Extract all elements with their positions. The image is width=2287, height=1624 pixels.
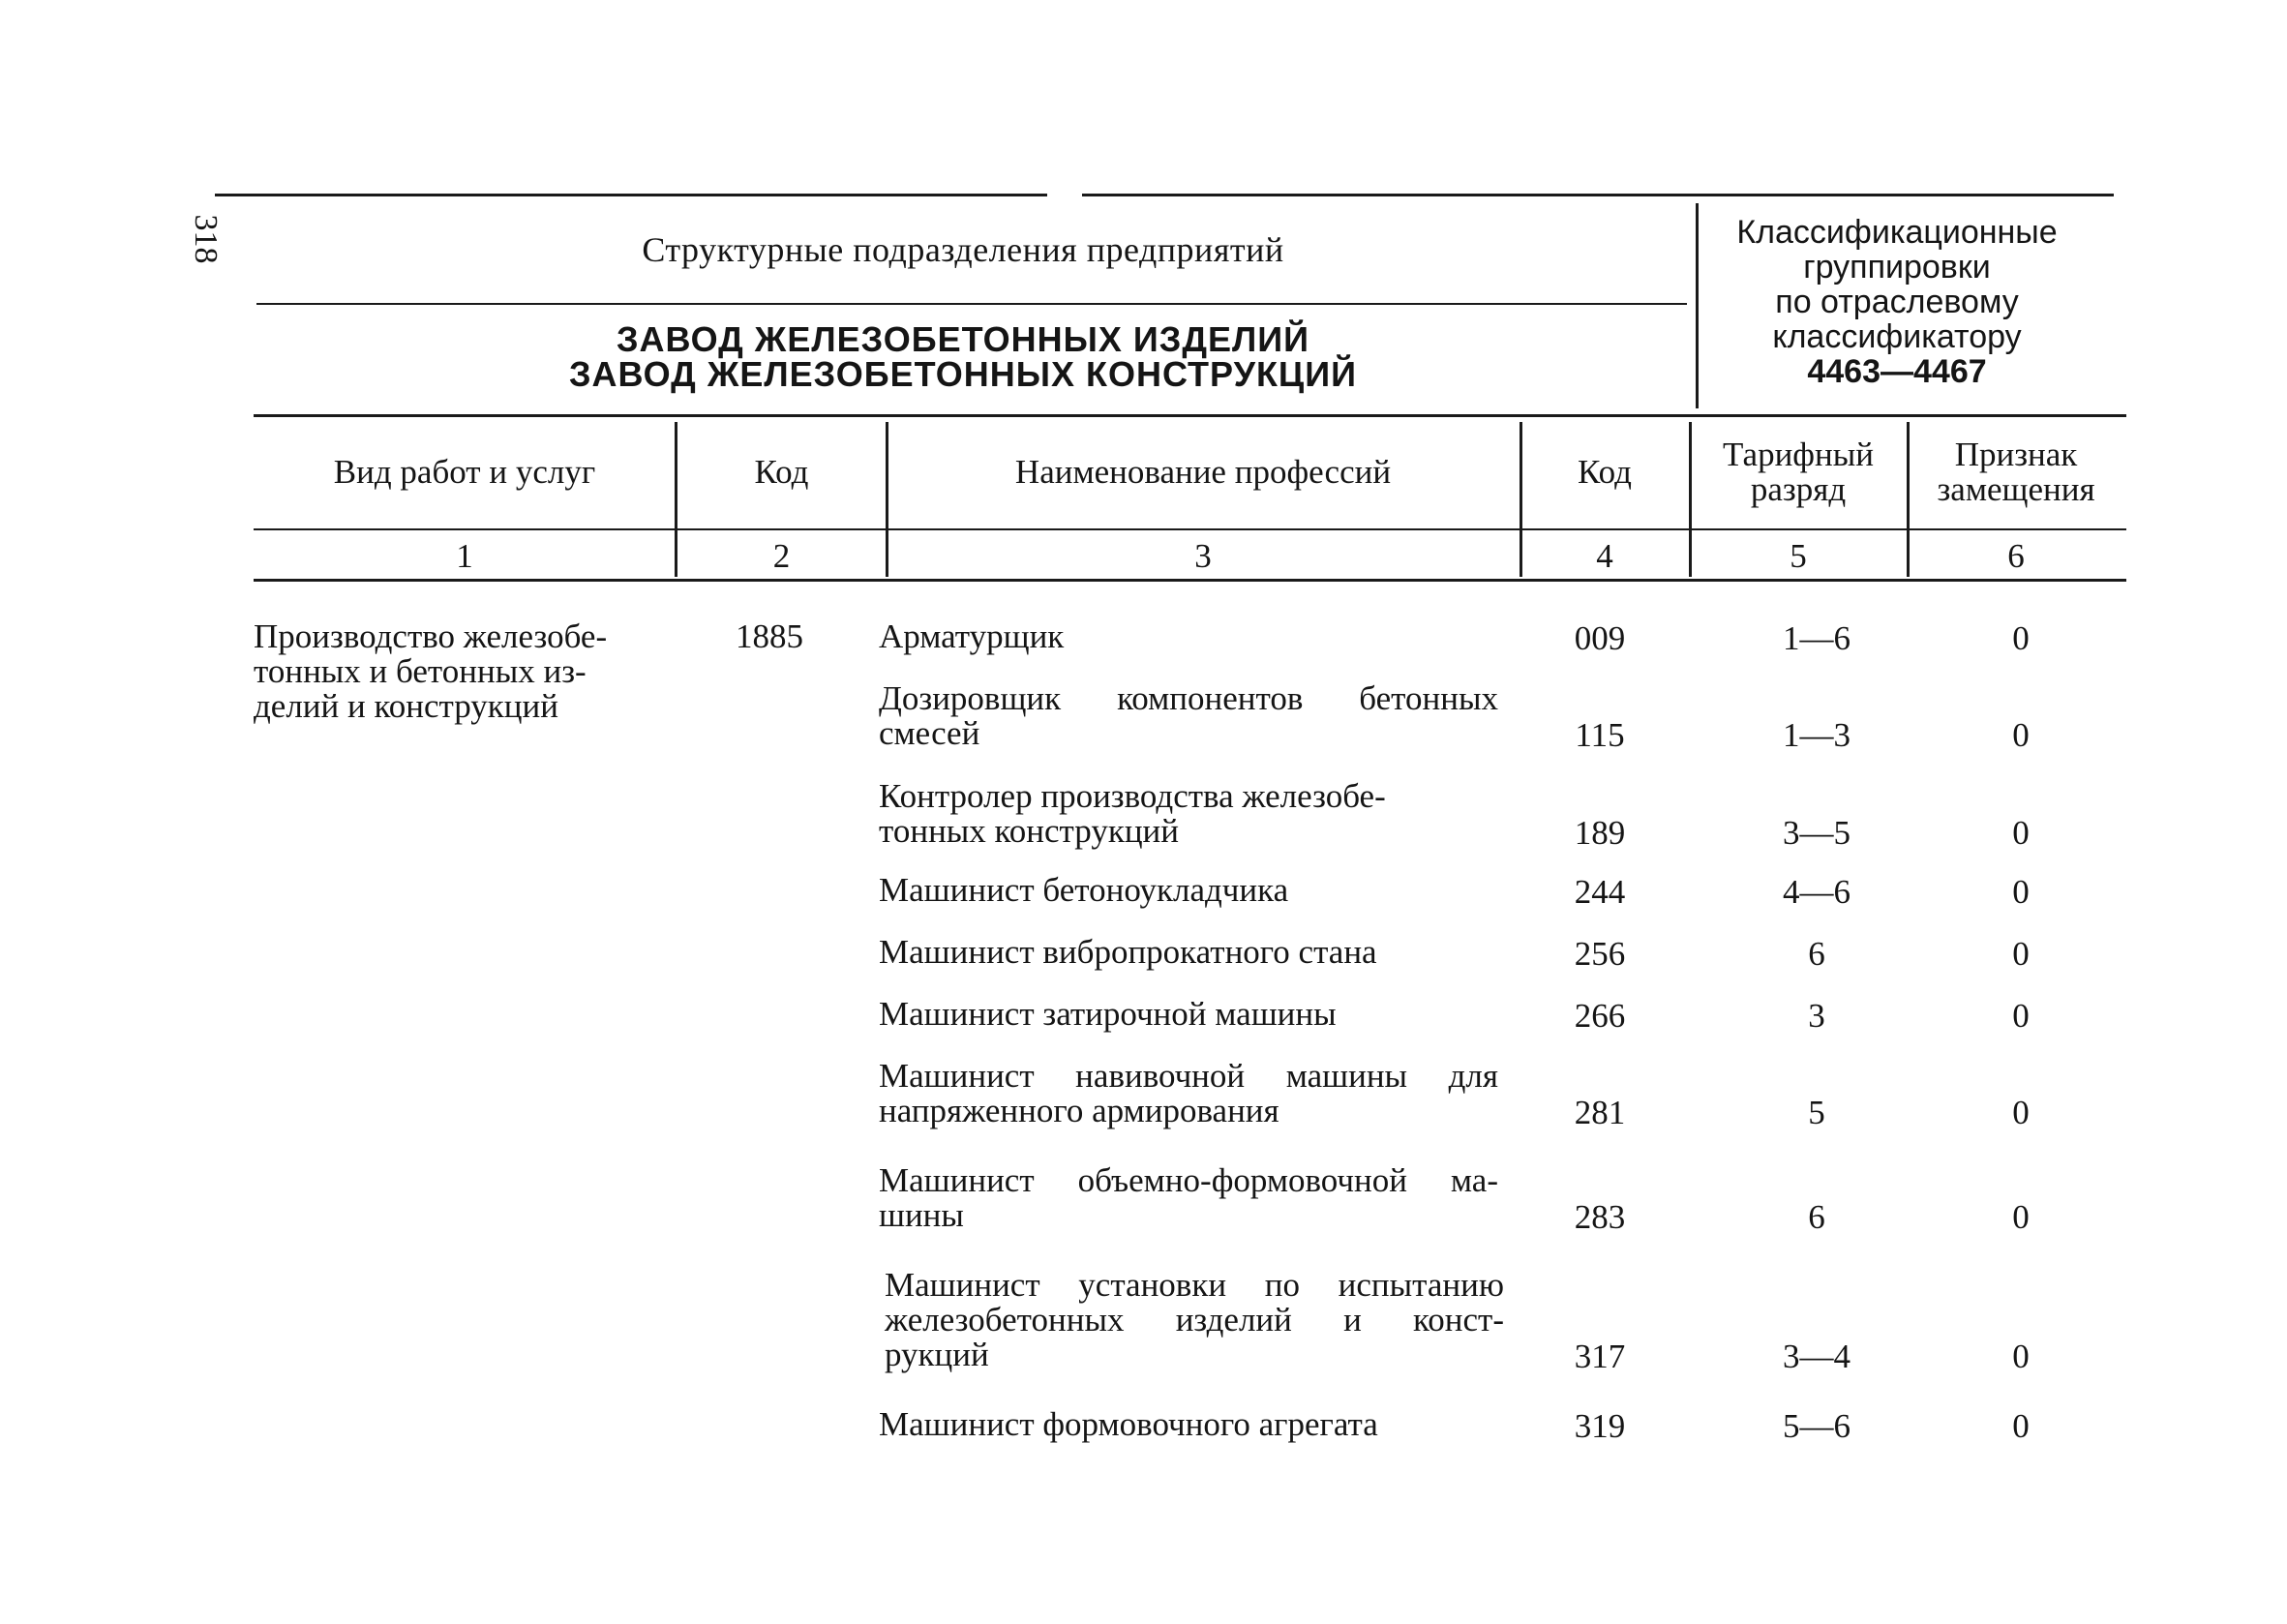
col-number-3: 3 — [1194, 537, 1212, 575]
work-type-line-2: тонных и бетонных из- — [254, 652, 587, 690]
classification-block — [1689, 215, 2105, 389]
profession-line: Арматурщик — [879, 617, 1065, 655]
profession-name — [879, 1163, 1498, 1233]
profession-name — [879, 1059, 1498, 1128]
table-body-top-rule — [254, 579, 2126, 582]
classification-line-5: 4463—4467 — [1807, 353, 1987, 390]
tariff-rank: 1—3 — [1783, 716, 1851, 754]
sign-line-1: Признак — [1954, 436, 2078, 473]
tariff-rank: 4—6 — [1783, 873, 1851, 911]
classification-line-4: классификатору — [1772, 318, 2022, 355]
col-number-2: 2 — [772, 537, 791, 575]
profession-line: Контролер производства железобе- — [879, 777, 1386, 815]
profession-code: 283 — [1574, 1198, 1626, 1236]
substitution-sign: 0 — [2012, 1198, 2030, 1236]
profession-name — [879, 1407, 1498, 1442]
profession-line: тонных конструкций — [879, 812, 1180, 850]
profession-name — [879, 779, 1498, 849]
col-number-4: 4 — [1596, 537, 1613, 575]
substitution-sign: 0 — [2012, 619, 2030, 657]
profession-name — [885, 1268, 1504, 1372]
substitution-sign: 0 — [2012, 1407, 2030, 1445]
sign-line-2: замещения — [1937, 470, 2095, 508]
tariff-rank: 1—6 — [1783, 619, 1851, 657]
col-header-prof-code: Код — [1578, 453, 1632, 491]
profession-name — [879, 681, 1498, 751]
tariff-rank: 6 — [1808, 935, 1825, 973]
col-header-sign — [1910, 437, 2122, 507]
tariff-rank: 3—5 — [1783, 814, 1851, 852]
profession-code: 189 — [1574, 814, 1626, 852]
col-number-6: 6 — [2007, 537, 2025, 575]
profession-code: 317 — [1574, 1338, 1626, 1375]
profession-line: Дозировщик компонентов бетонных — [879, 679, 1498, 717]
work-type-line-1: Производство железобе- — [254, 617, 608, 655]
profession-line: смесей — [879, 714, 980, 752]
profession-line: Машинист объемно-формовочной ма- — [879, 1161, 1498, 1199]
profession-code: 115 — [1575, 716, 1625, 754]
col-header-code: Код — [754, 453, 809, 491]
substitution-sign: 0 — [2012, 1094, 2030, 1131]
subdivisions-label: Структурные подразделения предприятий — [642, 230, 1284, 269]
top-rule-left — [215, 194, 1047, 196]
substitution-sign: 0 — [2012, 935, 2030, 973]
profession-line: Машинист вибропрокатного стана — [879, 933, 1377, 971]
profession-line: шины — [879, 1196, 964, 1234]
column-number-rule — [254, 528, 2126, 530]
tariff-line-2: разряд — [1750, 470, 1847, 508]
col-number-1: 1 — [456, 537, 473, 575]
profession-code: 266 — [1574, 997, 1626, 1035]
col-header-tariff — [1692, 437, 1905, 507]
classification-line-3: по отраслевому — [1775, 284, 2019, 320]
col-number-5: 5 — [1790, 537, 1807, 575]
tariff-rank: 5 — [1808, 1094, 1825, 1131]
title-line-2: ЗАВОД ЖЕЛЕЗОБЕТОННЫХ КОНСТРУКЦИЙ — [569, 354, 1357, 394]
profession-line: рукций — [885, 1336, 989, 1373]
work-type-line-3: делий и конструкций — [254, 687, 558, 725]
page-number: 318 — [188, 214, 224, 264]
substitution-sign: 0 — [2012, 814, 2030, 852]
profession-name — [879, 619, 1498, 654]
column-header-top-rule — [254, 414, 2126, 417]
substitution-sign: 0 — [2012, 716, 2030, 754]
profession-line: Машинист установки по испытанию — [885, 1266, 1504, 1304]
work-code: 1885 — [736, 617, 803, 655]
profession-name — [879, 997, 1498, 1032]
profession-code: 009 — [1574, 619, 1626, 657]
profession-code: 256 — [1574, 935, 1626, 973]
profession-line: Машинист формовочного агрегата — [879, 1405, 1378, 1443]
classification-line-2: группировки — [1803, 249, 1991, 286]
profession-code: 244 — [1574, 873, 1626, 911]
work-type-cell — [254, 619, 679, 724]
profession-name — [879, 873, 1498, 908]
tariff-rank: 3 — [1808, 997, 1825, 1035]
col-header-work-type: Вид работ и услуг — [333, 453, 596, 491]
tariff-rank: 6 — [1808, 1198, 1825, 1236]
profession-name — [879, 935, 1498, 970]
tariff-rank: 5—6 — [1783, 1407, 1851, 1445]
title-line-1: ЗАВОД ЖЕЛЕЗОБЕТОННЫХ ИЗДЕЛИЙ — [616, 319, 1310, 359]
profession-code: 281 — [1574, 1094, 1626, 1131]
top-rule-right — [1082, 194, 2114, 196]
profession-line: Машинист затирочной машины — [879, 995, 1337, 1033]
profession-code: 319 — [1574, 1407, 1626, 1445]
profession-line: Машинист бетоноукладчика — [879, 871, 1289, 909]
col-header-profession: Наименование профессий — [1014, 453, 1392, 491]
substitution-sign: 0 — [2012, 1338, 2030, 1375]
tariff-line-1: Тарифный — [1723, 436, 1874, 473]
profession-line: напряженного армирования — [879, 1092, 1279, 1129]
substitution-sign: 0 — [2012, 873, 2030, 911]
profession-line: железобетонных изделий и конст- — [885, 1301, 1504, 1338]
tariff-rank: 3—4 — [1783, 1338, 1851, 1375]
substitution-sign: 0 — [2012, 997, 2030, 1035]
classification-line-1: Классификационные — [1736, 214, 2058, 251]
header-divider — [256, 303, 1687, 305]
profession-line: Машинист навивочной машины для — [879, 1057, 1498, 1095]
